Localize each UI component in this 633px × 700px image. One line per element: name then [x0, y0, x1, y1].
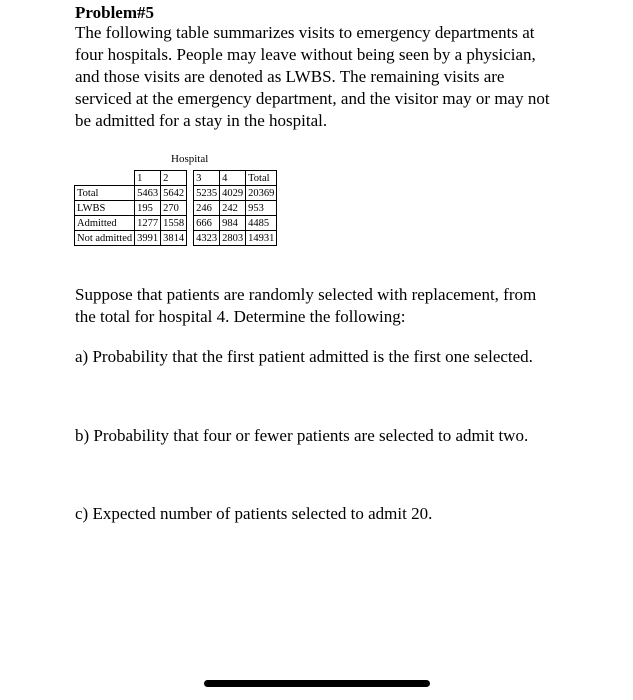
table-cell: 4323: [194, 231, 220, 246]
table-header-row: [75, 171, 277, 186]
table-cell: 4485: [246, 216, 277, 231]
question-part-b: b) Probability that four or fewer patients are selected to admit two.: [75, 426, 529, 445]
table-cell: 3814: [161, 231, 187, 246]
table-gap-cell: [187, 216, 194, 231]
home-indicator[interactable]: [204, 680, 430, 687]
table-row: [75, 186, 277, 201]
table-cell: 195: [135, 201, 161, 216]
table-cell: 2803: [220, 231, 246, 246]
table-cell: 270: [161, 201, 187, 216]
table-header-cell: Total: [246, 171, 277, 186]
question-part-c: c) Expected number of patients selected to admit 20.: [75, 504, 433, 523]
problem-title: Problem#5: [75, 3, 155, 22]
table-gap-cell: [187, 201, 194, 216]
table-row-label: LWBS: [75, 201, 135, 216]
table-cell: 666: [194, 216, 220, 231]
table-cell: 3991: [135, 231, 161, 246]
hospital-table: [74, 170, 277, 246]
table-header-cell: 2: [161, 171, 187, 186]
table-gap-cell: [187, 171, 194, 186]
table-cell: 5235: [194, 186, 220, 201]
table-gap-cell: [187, 186, 194, 201]
table-row-label: Not admitted: [75, 231, 135, 246]
table-cell: 1277: [135, 216, 161, 231]
table-corner-cell: [75, 171, 135, 186]
table-row: [75, 231, 277, 246]
table-cell: 14931: [246, 231, 277, 246]
table-cell: 984: [220, 216, 246, 231]
table-cell: 4029: [220, 186, 246, 201]
table-cell: 242: [220, 201, 246, 216]
table-cell: 5642: [161, 186, 187, 201]
table-cell: 1558: [161, 216, 187, 231]
table-caption: Hospital: [171, 153, 209, 165]
question-setup: Suppose that patients are randomly selected with replacement, from the total for hospital 4. Determine the following:: [75, 285, 537, 326]
table-row-label: Total: [75, 186, 135, 201]
table-cell: 20369: [246, 186, 277, 201]
table-header-cell: 3: [194, 171, 220, 186]
table-cell: 246: [194, 201, 220, 216]
table-header-cell: 4: [220, 171, 246, 186]
table-row-label: Admitted: [75, 216, 135, 231]
question-part-a: a) Probability that the first patient admitted is the first one selected.: [75, 347, 533, 366]
table-cell: 953: [246, 201, 277, 216]
table-header-cell: 1: [135, 171, 161, 186]
table-gap-cell: [187, 231, 194, 246]
table-row: [75, 216, 277, 231]
problem-intro: The following table summarizes visits to emergency departments at four hospitals. People may leave without being seen by a physician, and those visits are denoted as LWBS. The remaining visits are serviced at the emergency department, and the visitor may or may not be admitted for a stay in the hospital.: [75, 23, 550, 130]
table-row: [75, 201, 277, 216]
table-cell: 5463: [135, 186, 161, 201]
